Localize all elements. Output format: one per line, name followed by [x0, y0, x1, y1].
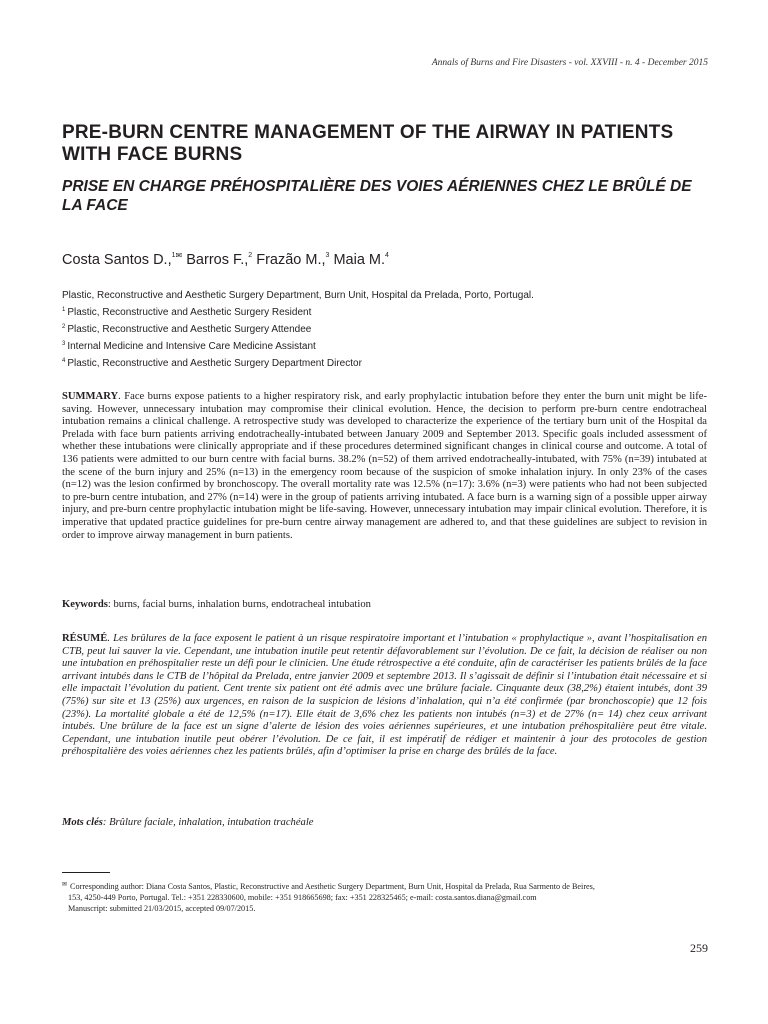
footnote-line: 153, 4250-449 Porto, Portugal. Tel.: +351 228330600, mobile: +351 918665698; fax: +351 228325465; e-mail: costa.santos.diana@gmail.com — [68, 893, 537, 902]
summary-text: . Face burns expose patients to a higher respiratory risk, and early prophylactic intubation before they enter the burn unit might be life-saving. However, unnecessary intubation may compromise their clinical evolution. Hence, the decision to perform pre-burn centre endotracheal intubation remains a clinical challenge. A retrospective study was developed to characterize the experience of the tertiary burn unit of the Hospital da Prelada with face burn patients arriving endotracheally-intubated between January 2009 and September 2013. Specific goals included assessment of whether these intubations were clinically appropriate and if these procedures determined significant changes in clinical course and outcome. A total of 136 patients were admitted to our burn centre with facial burns. 38.2% (n=52) of them arrived endotracheally-intubated, with 75% (n=39) intubated at the scene of the burn injury and 25% (n=13) in the emergency room because of the suspicion of smoke inhalation injury. In only 23% of the cases (n=12) was the lesion confirmed by bronchoscopy. The overall mortality rate was 12.5% (n=17): 3.6% (n=3) were patients who had not been subjected to pre-burn centre intubation, and 27% (n=14) were in the group of patients arriving intubated. A face burn is a warning sign of a possible upper airway injury, and pre-burn centre prophylactic intubation might be life-saving. However, unnecessary intubation may impair clinical evolution. Therefore, it is imperative that updated practice guidelines for pre-burn centre airway management are adhered to, and that these guidelines are subject to revision in order to improve airway management in burn patients. — [62, 391, 707, 541]
footnote-line: ✉ Corresponding author: Diana Costa Santos, Plastic, Reconstructive and Aesthetic Surgery Department, Burn Unit, Hospital da Prelada, Rua Sarmento de Beires, — [62, 882, 595, 891]
mots-cles-text: : Brûlure faciale, inhalation, intubation trachéale — [102, 817, 314, 828]
affiliation-item: $^1$ Plastic, Reconstructive and Aesthetic Surgery Resident — [62, 307, 312, 318]
author-affiliation-number: 1 — [171, 252, 176, 259]
article-title: PRE-BURN CENTRE MANAGEMENT OF THE AIRWAY IN PATIENTS WITH FACE BURNS — [62, 122, 674, 165]
author-affiliation-number: 3 — [325, 252, 330, 259]
resume-label: RÉSUMÉ — [62, 633, 108, 644]
article-subtitle-french: PRISE EN CHARGE PRÉHOSPITALIÈRE DES VOIES AÉRIENNES CHEZ LE BRÛLÉ DE LA FACE — [62, 178, 692, 214]
affiliation-item: $^4$ Plastic, Reconstructive and Aesthetic Surgery Department Director — [62, 358, 362, 369]
summary-paragraph — [62, 391, 707, 542]
affiliation-item: $^2$ Plastic, Reconstructive and Aesthetic Surgery Attendee — [62, 324, 312, 335]
keywords-text: : burns, facial burns, inhalation burns, endotracheal intubation — [107, 599, 371, 610]
footnote-divider — [62, 872, 110, 873]
author-name: Barros F., — [186, 252, 249, 268]
affiliations — [62, 289, 712, 371]
author-affiliation-number: 4 — [385, 252, 389, 259]
affiliation-item: $^3$ Internal Medicine and Intensive Care Medicine Assistant — [62, 341, 316, 352]
author-name: Maia M. — [333, 252, 386, 268]
corresponding-author-footnote — [62, 880, 712, 914]
page-number: 259 — [690, 941, 708, 955]
author-name: Costa Santos D., — [62, 252, 172, 268]
mots-cles-label: Mots clés — [62, 817, 103, 828]
author-affiliation-number: 2 — [248, 252, 253, 259]
author-list — [62, 251, 389, 268]
envelope-icon: ✉ — [175, 251, 183, 260]
author-name: Frazão M., — [256, 252, 326, 268]
resume-paragraph — [62, 633, 707, 759]
keywords-label: Keywords — [62, 599, 108, 610]
mots-cles-line — [62, 816, 707, 829]
resume-text: . Les brûlures de la face exposent le patient à un risque respiratoire important et l’intubation « prophylactique », avant l’hospitalisation en CTB, peut lui sauver la vie. Cependant, une intubation inutile peut retentir défavorablement sur l’évolution. De ce fait, la décision de réaliser ou non une intubation en préhospitalier reste un défi pour le clinicien. Une étude rétrospective a été conduite, afin de caractériser les patients brûlés de la face arrivant intubés dans le CTB de l’hôpital da Prelada, entre janvier 2009 et septembre 2013. Il s’agissait de définir si l’intubation était nécessaire et si elle impactait l’évolution du patient. Cent trente six patient ont été admis avec une brûlure faciale. Cinquante deux (38,2%) étaient intubés, dont 39 (75%) sur site et 13 (25%) aux urgences, en raison de la suspicion de lésions d’inhalation, qui n’a été confirmée (par bronchoscopie) que 12 fois (23%). La mortalité globale a été de 12,5% (n=17). Elle était de 3,6% chez les patients non intubés (n=3) et de 27% (n= 14) chez ceux arrivant intubés. Une brûlure de la face est un signe d’alerte de lésion des voies aériennes supérieures, et une intubation préhospitalière peut être vitale. Cependant, une intubation inutile peut obérer l’évolution. De ce fait, il est impératif de rédiger et maintenir à jour des protocoles de gestion préhospitalière des voies aériennes chez les patients brûlés, afin d’optimiser la prise en charge des brûlés de la face. — [62, 633, 707, 758]
keywords-line — [62, 598, 707, 611]
affiliation-main: Plastic, Reconstructive and Aesthetic Surgery Department, Burn Unit, Hospital da Prelada, Porto, Portugal. — [62, 290, 534, 301]
manuscript-dates: Manuscript: submitted 21/03/2015, accepted 09/07/2015. — [68, 904, 256, 913]
journal-header: Annals of Burns and Fire Disasters - vol. XXVIII - n. 4 - December 2015 — [431, 58, 708, 68]
summary-label: SUMMARY — [62, 391, 119, 402]
envelope-icon: ✉ — [62, 882, 68, 888]
